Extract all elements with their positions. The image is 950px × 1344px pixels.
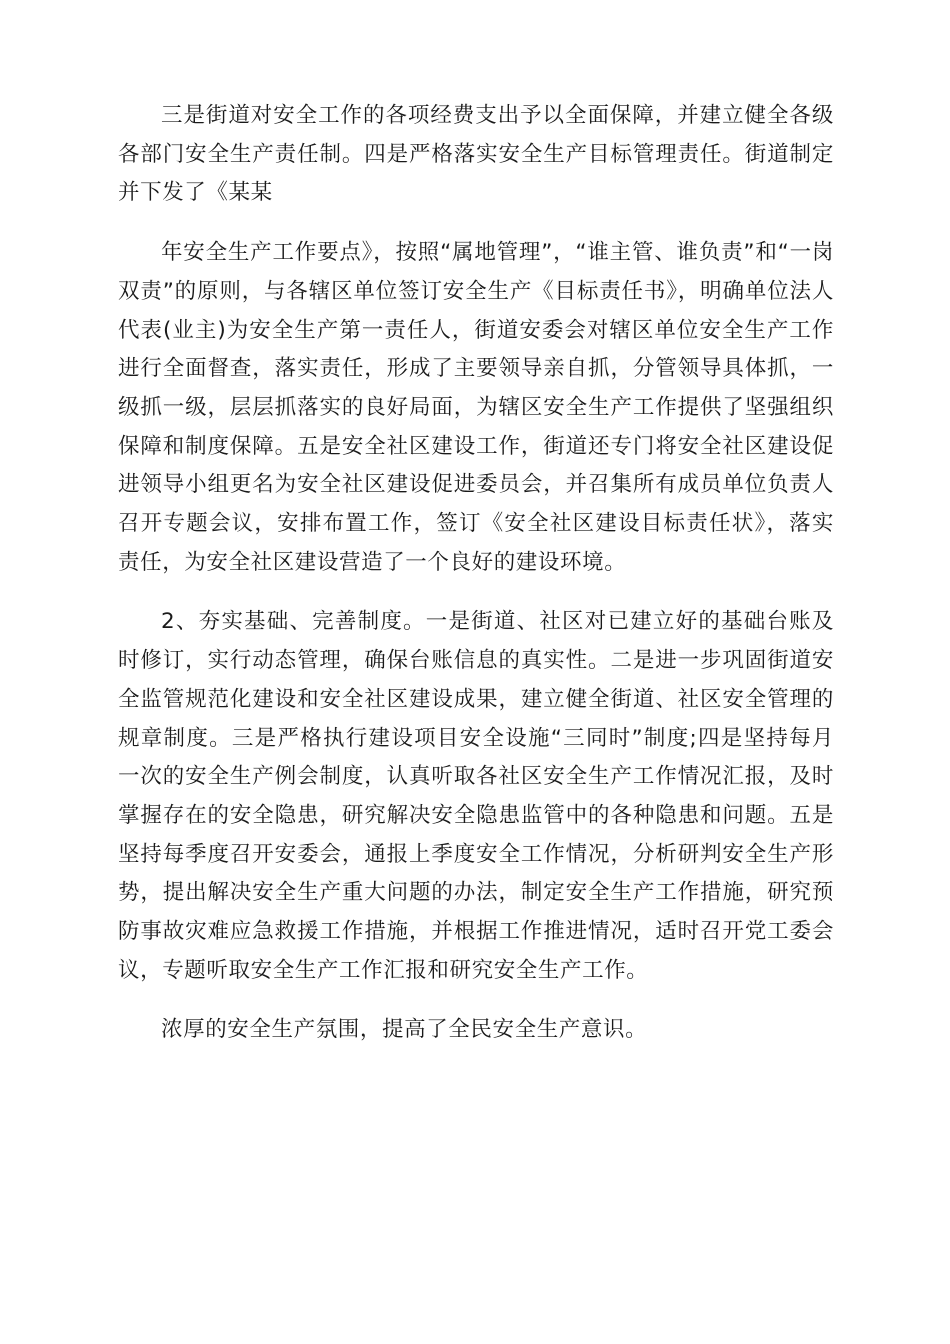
paragraph-gap [118,990,834,1011]
paragraph-gap [118,582,834,603]
paragraph-gap [118,213,834,234]
paragraph-safety-funding: 三是街道对安全工作的各项经费支出予以全面保障，并建立健全各级各部门安全生产责任制。四是严格落实安全生产目标管理责任。街道制定并下发了《某某 [118,103,834,206]
paragraph-responsibility: 年安全生产工作要点》，按照“属地管理”，“谁主管、谁负责”和“一岗双责”的原则，与各辖区单位签订安全生产《目标责任书》，明确单位法人代表(业主)为安全生产第一责任人，街道安委会对辖区单位安全生产工作进行全面督查，落实责任，形成了主要领导亲自抓，分管领导具体抓，一级抓一级，层层抓落实的良好局面，为辖区安全生产工作提供了坚强组织保障和制度保障。五是安全社区建设工作，街道还专门将安全社区建设促进领导小组更名为安全社区建设促进委员会，并召集所有成员单位负责人召开专题会议，安排布置工作，签订《安全社区建设目标责任状》，落实责任，为安全社区建设营造了一个良好的建设环境。 [118,240,834,575]
document-body [118,97,834,1050]
paragraph-atmosphere: 浓厚的安全生产氛围，提高了全民安全生产意识。 [161,1017,648,1043]
paragraph-foundation-system: 2、夯实基础、完善制度。一是街道、社区对已建立好的基础台账及时修订，实行动态管理，确保台账信息的真实性。二是进一步巩固街道安全监管规范化建设和安全社区建设成果，建立健全街道、社区安全管理的规章制度。三是严格执行建设项目安全设施“三同时”制度;四是坚持每月一次的安全生产例会制度，认真听取各社区安全生产工作情况汇报，及时掌握存在的安全隐患，研究解决安全隐患监管中的各种隐患和问题。五是坚持每季度召开安委会，通报上季度安全工作情况，分析研判安全生产形势，提出解决安全生产重大问题的办法，制定安全生产工作措施，研究预防事故灾难应急救援工作措施，并根据工作推进情况，适时召开党工委会议，专题听取安全生产工作汇报和研究安全生产工作。 [118,609,834,983]
